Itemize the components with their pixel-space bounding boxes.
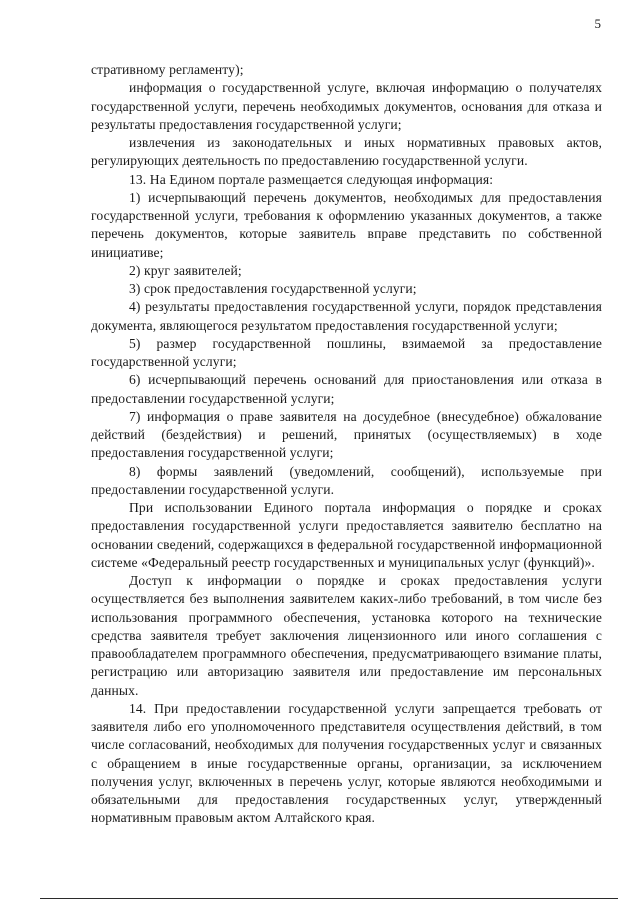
document-body [91,61,602,828]
list-item: 7) информация о праве заявителя на досудебное (внесудебное) обжалование действий (бездействия) и решений, принятых (осуществляемых) в ходе предоставления государственной услуги; [91,408,602,461]
bottom-rule [40,898,618,899]
paragraph: 14. При предоставлении государственной услуги запрещается требовать от заявителя либо его уполномоченного представителя осуществления действий, в том числе согласований, необходимых для получения государственных услуг и связанных с обращением в иные государственные органы, организации, за исключением получения услуг, включенных в перечень услуг, которые являются необходимыми и обязательными для предоставления государственных услуг, утвержденный нормативным правовым актом Алтайского края. [91,700,602,826]
paragraph: информация о государственной услуге, включая информацию о получателях государственной услуги, перечень необходимых документов, основания для отказа и результаты предоставления государственной услуги; [91,80,602,132]
list-item: 3) срок предоставления государственной услуги; [129,281,417,296]
page-number: 5 [594,16,601,31]
paragraph: 13. На Едином портале размещается следующая информация: [129,171,494,187]
list-item: 4) результаты предоставления государственной услуги, порядок представления документа, являющегося результатом предоставления государственной услуги; [91,299,602,333]
list-item: 6) исчерпывающий перечень оснований для приостановления или отказа в предоставлении государственной услуги; [91,372,602,406]
list-item: 8) формы заявлений (уведомлений, сообщений), используемые при предоставлении государственной услуги. [91,463,602,497]
list-item: 2) круг заявителей; [129,262,242,278]
paragraph: При использовании Единого портала информация о порядке и сроках предоставления государственной услуги предоставляется заявителю бесплатно на основании сведений, содержащихся в федеральной государственной информационной системе «Федеральный реестр государственных и муниципальных услуг (функций)». [91,500,602,570]
paragraph: стративному регламенту); [91,62,244,77]
paragraph: Доступ к информации о порядке и сроках предоставления услуги осуществляется без выполнения заявителем каких-либо требований, в том числе без использования программного обеспечения, установка которого на технические средства заявителя требует заключения лицензионного или иного соглашения с правообладателем программного обеспечения, предусматривающего взимание платы, регистрацию или авторизацию заявителя или предоставление им персональных данных. [91,573,602,698]
paragraph: извлечения из законодательных и иных нормативных правовых актов, регулирующих деятельность по предоставлению государственной услуги. [91,135,602,169]
list-item: 5) размер государственной пошлины, взимаемой за предоставление государственной услуги; [91,335,602,369]
list-item: 1) исчерпывающий перечень документов, необходимых для предоставления государственной услуги, требования к оформлению указанных документов, а также перечень документов, которые заявитель вправе представить по собственной инициативе; [91,189,602,260]
